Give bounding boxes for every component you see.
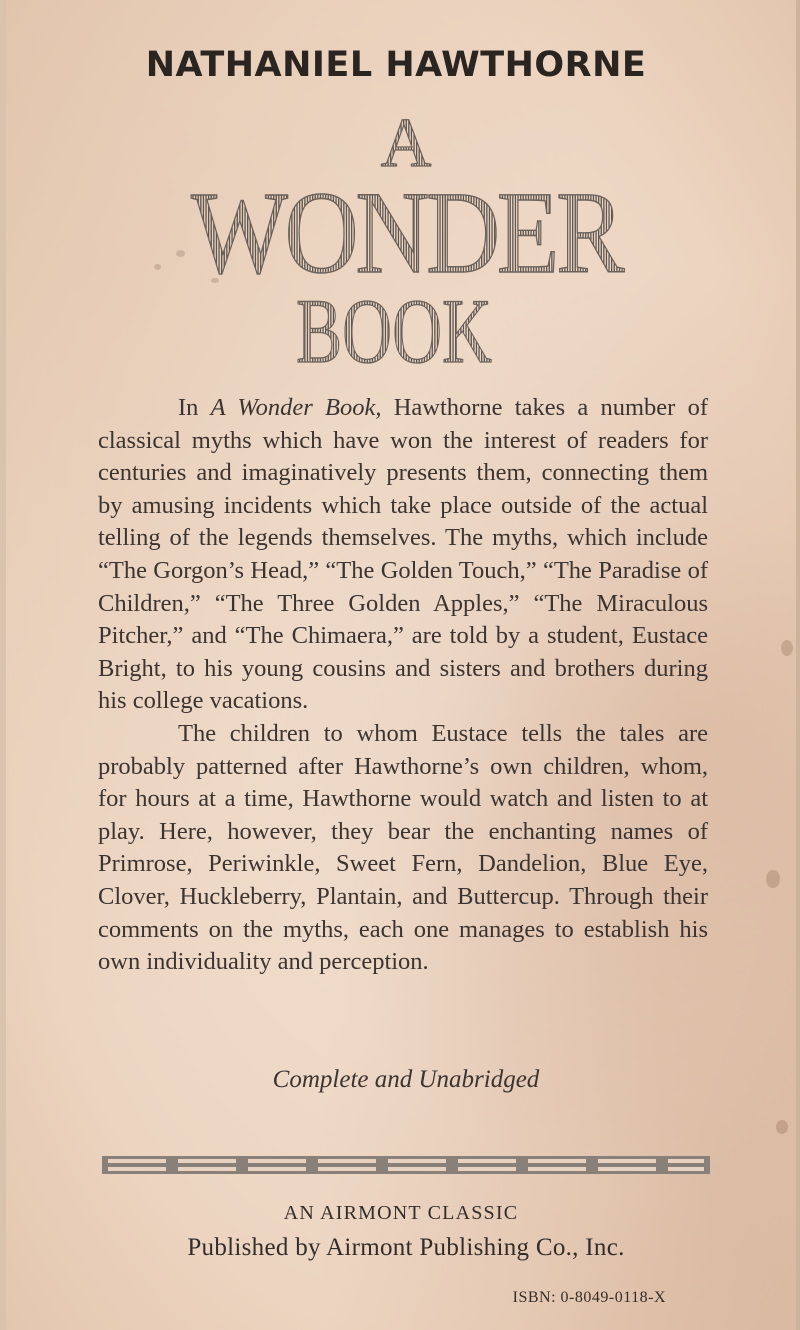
description-paragraph-1	[98, 392, 708, 718]
publisher-line: Published by Airmont Publishing Co., Inc.	[187, 1234, 625, 1261]
paper-stain	[776, 1120, 788, 1134]
title-line-book: BOOK	[296, 280, 492, 380]
paper-stain	[766, 870, 780, 888]
author-name: NATHANIEL HAWTHORNE	[145, 45, 647, 85]
title-line-a: A	[380, 105, 432, 182]
description-text	[98, 392, 708, 979]
paper-stain	[781, 640, 793, 656]
title-line-wonder: WONDER	[191, 167, 625, 298]
book-title-graphic	[156, 100, 656, 380]
edition-tagline: Complete and Unabridged	[272, 1066, 540, 1093]
blurb-body: Hawthorne takes a number of classical myths which have won the interest of readers for centuries and imaginatively presents them, connecting them by amusing incidents which take place outside of the actual telling of the legends themselves. The myths, which include “The Gorgon’s Head,” “The Golden Touch,” “The Paradise of Children,” “The Three Golden Apples,” “The Miraculous Pitcher,” and “The Chimaera,” are told by a student, Eustace Bright, to his young cousins and sisters and brothers during his college vacations.	[98, 394, 708, 715]
blurb-intro: In	[178, 394, 211, 421]
description-paragraph-2: The children to whom Eustace tells the tales are probably patterned after Hawthorne’s own children, whom, for hours at a time, Hawthorne would watch and listen to at play. Here, however, they bear the enchanting names of Primrose, Periwinkle, Sweet Fern, Dandelion, Blue Eye, Clover, Huckleberry, Plantain, and Buttercup. Through their comments on the myths, each one manages to establish his own individuality and perception.	[98, 719, 708, 976]
isbn-number: ISBN: 0-8049-0118-X	[512, 1289, 666, 1306]
decorative-border	[102, 1156, 710, 1174]
series-name: AN AIRMONT CLASSIC	[283, 1202, 519, 1224]
book-title-reference: A Wonder Book,	[210, 394, 382, 421]
